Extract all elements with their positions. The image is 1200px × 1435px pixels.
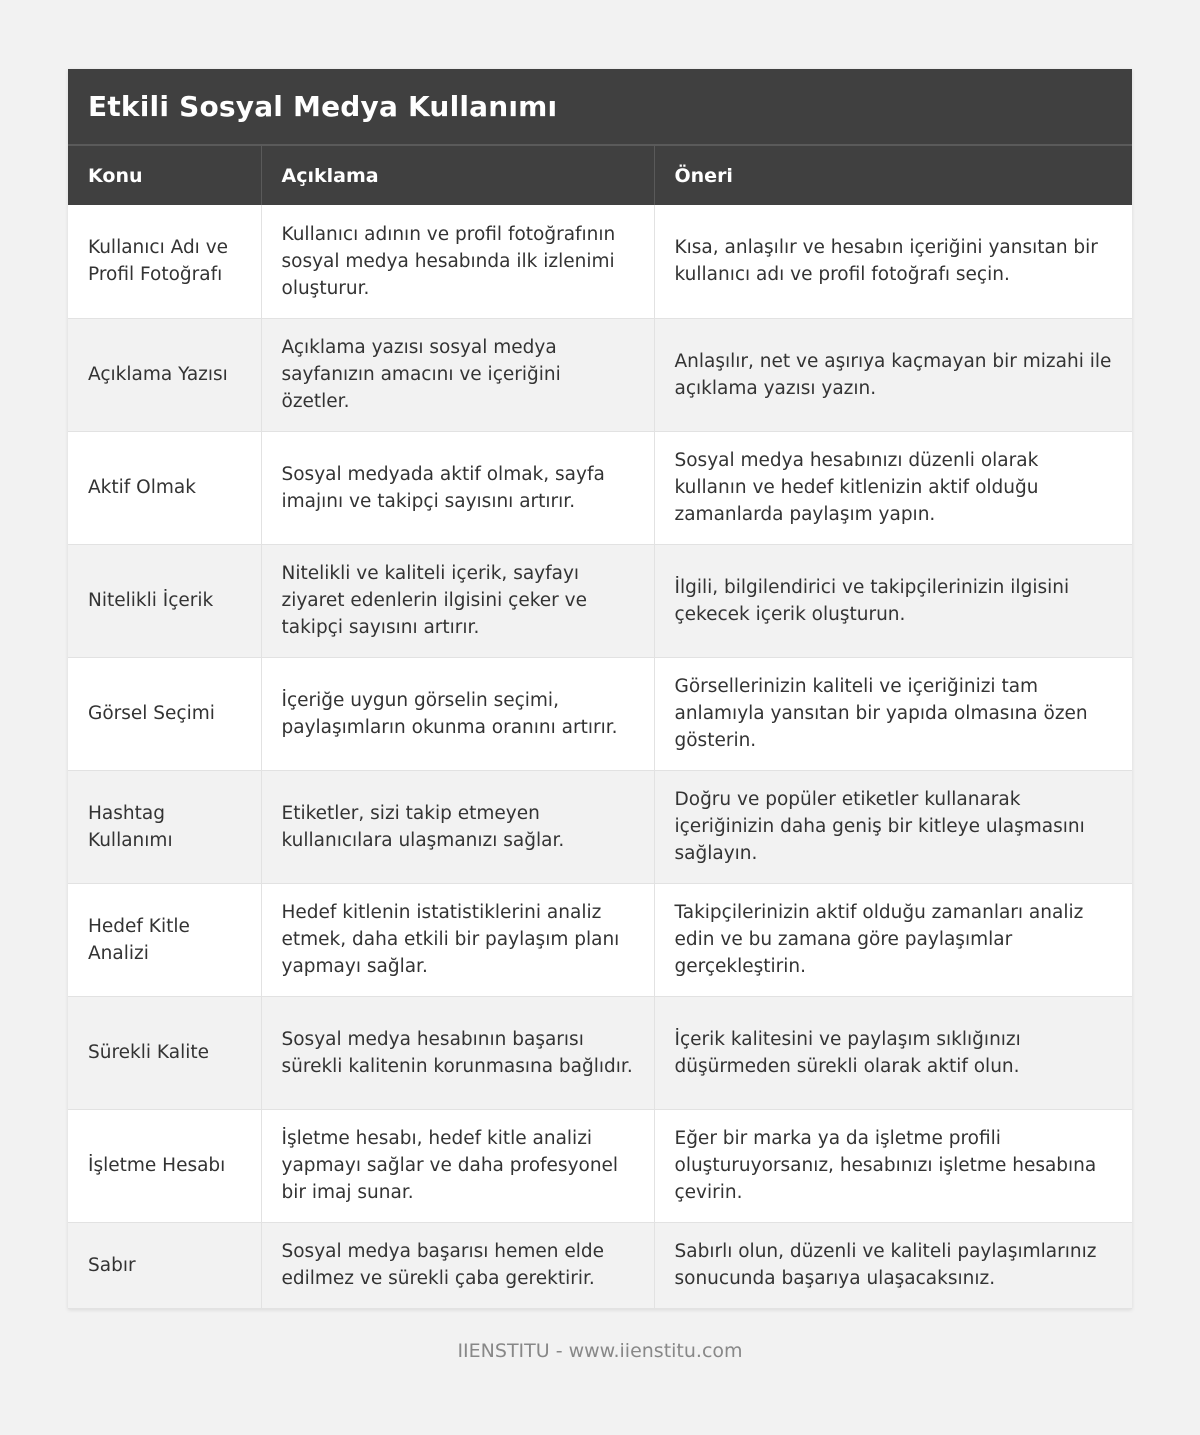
cell-topic: Aktif Olmak <box>68 431 261 544</box>
cell-description: Sosyal medya başarısı hemen elde edilmez ve sürekli çaba gerektirir. <box>261 1222 654 1308</box>
cell-recommendation: Eğer bir marka ya da işletme profili oluşturuyorsanız, hesabınızı işletme hesabına çevirin. <box>654 1109 1132 1222</box>
cell-recommendation: Görsellerinizin kaliteli ve içeriğinizi tam anlamıyla yansıtan bir yapıda olmasına özen gösterin. <box>654 657 1132 770</box>
cell-description: İçeriğe uygun görselin seçimi, paylaşımların okunma oranını artırır. <box>261 657 654 770</box>
column-header-konu: Konu <box>68 145 261 205</box>
table-row <box>68 1222 1132 1308</box>
table-row <box>68 205 1132 318</box>
page-title: Etkili Sosyal Medya Kullanımı <box>88 90 558 123</box>
cell-topic: Görsel Seçimi <box>68 657 261 770</box>
table-card <box>68 69 1132 1309</box>
cell-recommendation: Takipçilerinizin aktif olduğu zamanları analiz edin ve bu zamana göre paylaşımlar gerçekleştirin. <box>654 883 1132 996</box>
cell-recommendation: Kısa, anlaşılır ve hesabın içeriğini yansıtan bir kullanıcı adı ve profil fotoğrafı seçin. <box>654 205 1132 318</box>
cell-description: Hedef kitlenin istatistiklerini analiz etmek, daha etkili bir paylaşım planı yapmayı sağlar. <box>261 883 654 996</box>
cell-topic: Açıklama Yazısı <box>68 318 261 431</box>
cell-description: Sosyal medya hesabının başarısı sürekli kalitenin korunmasına bağlıdır. <box>261 996 654 1109</box>
cell-description: Sosyal medyada aktif olmak, sayfa imajını ve takipçi sayısını artırır. <box>261 431 654 544</box>
cell-topic: Sabır <box>68 1222 261 1308</box>
table-row <box>68 431 1132 544</box>
cell-description: Etiketler, sizi takip etmeyen kullanıcılara ulaşmanızı sağlar. <box>261 770 654 883</box>
table-row <box>68 996 1132 1109</box>
table-row <box>68 318 1132 431</box>
cell-topic: Hashtag Kullanımı <box>68 770 261 883</box>
footer-credit: IIENSTITU - www.iienstitu.com <box>457 1340 743 1362</box>
title-bar <box>68 69 1132 144</box>
cell-description: İşletme hesabı, hedef kitle analizi yapmayı sağlar ve daha profesyonel bir imaj sunar. <box>261 1109 654 1222</box>
table-row <box>68 1109 1132 1222</box>
table-header-row <box>68 145 1132 205</box>
cell-recommendation: Doğru ve popüler etiketler kullanarak içeriğinizin daha geniş bir kitleye ulaşmasını sağlayın. <box>654 770 1132 883</box>
cell-topic: İşletme Hesabı <box>68 1109 261 1222</box>
cell-topic: Nitelikli İçerik <box>68 544 261 657</box>
table-row <box>68 883 1132 996</box>
cell-recommendation: Anlaşılır, net ve aşırıya kaçmayan bir mizahi ile açıklama yazısı yazın. <box>654 318 1132 431</box>
cell-recommendation: Sabırlı olun, düzenli ve kaliteli paylaşımlarınız sonucunda başarıya ulaşacaksınız. <box>654 1222 1132 1308</box>
cell-topic: Hedef Kitle Analizi <box>68 883 261 996</box>
table-row <box>68 544 1132 657</box>
cell-recommendation: İlgili, bilgilendirici ve takipçilerinizin ilgisini çekecek içerik oluşturun. <box>654 544 1132 657</box>
cell-description: Kullanıcı adının ve profil fotoğrafının sosyal medya hesabında ilk izlenimi oluşturur. <box>261 205 654 318</box>
column-header-oneri: Öneri <box>654 145 1132 205</box>
cell-recommendation: İçerik kalitesini ve paylaşım sıklığınızı düşürmeden sürekli olarak aktif olun. <box>654 996 1132 1109</box>
table-row <box>68 657 1132 770</box>
cell-description: Nitelikli ve kaliteli içerik, sayfayı ziyaret edenlerin ilgisini çeker ve takipçi sayısını artırır. <box>261 544 654 657</box>
cell-recommendation: Sosyal medya hesabınızı düzenli olarak kullanın ve hedef kitlenizin aktif olduğu zamanlarda paylaşım yapın. <box>654 431 1132 544</box>
cell-topic: Kullanıcı Adı ve Profil Fotoğrafı <box>68 205 261 318</box>
cell-description: Açıklama yazısı sosyal medya sayfanızın amacını ve içeriğini özetler. <box>261 318 654 431</box>
column-header-aciklama: Açıklama <box>261 145 654 205</box>
table-row <box>68 770 1132 883</box>
cell-topic: Sürekli Kalite <box>68 996 261 1109</box>
data-table <box>68 144 1132 1309</box>
